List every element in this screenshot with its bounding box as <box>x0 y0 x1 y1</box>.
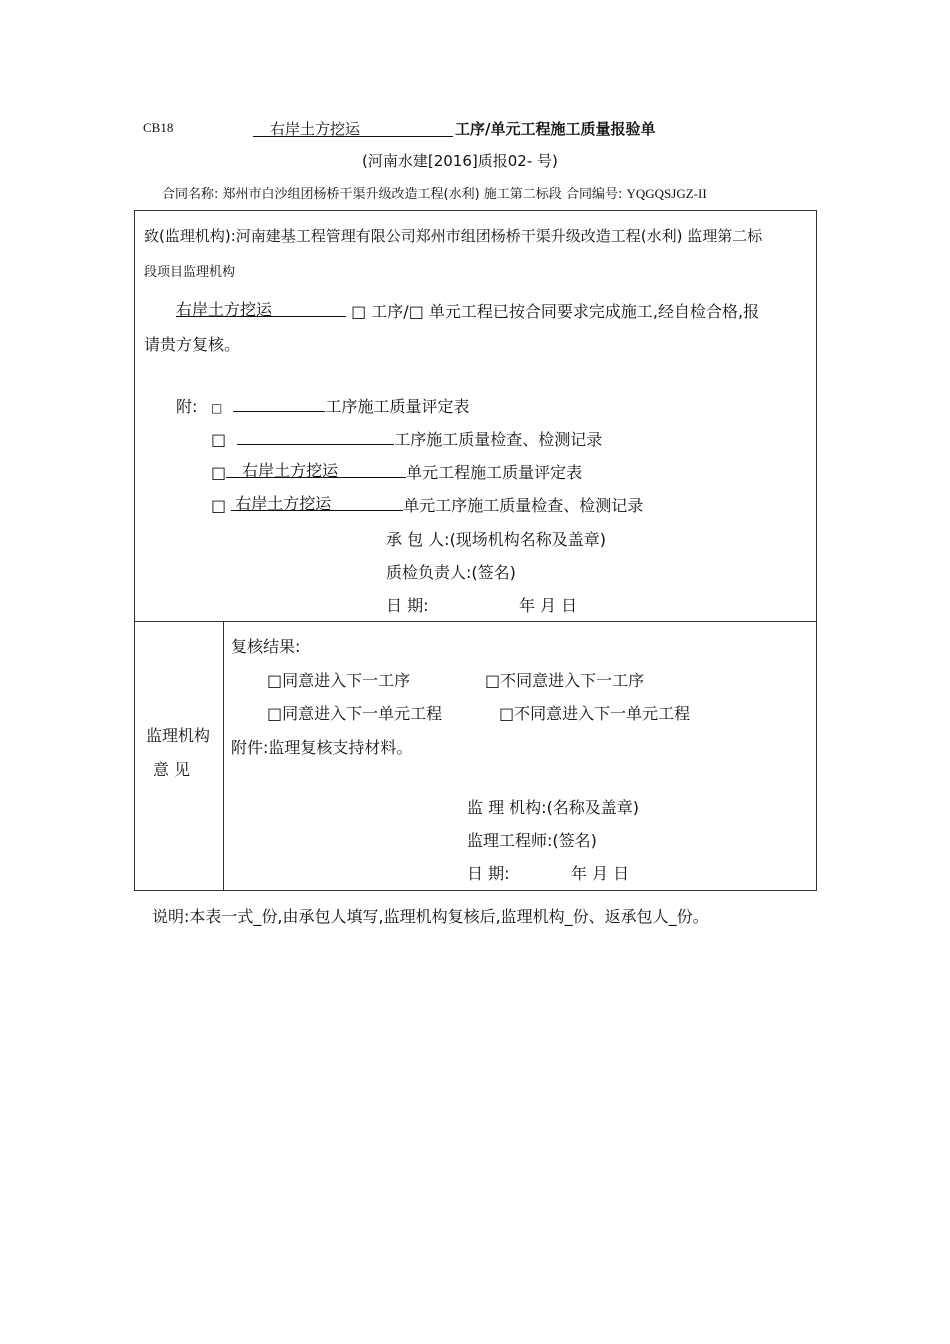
supervision-date-label: 日 期: <box>467 864 510 883</box>
attachment-item-2[interactable] <box>211 427 602 450</box>
attachment-fill-2[interactable] <box>237 428 394 445</box>
option-disagree-next-process[interactable]: □不同意进入下一工序 <box>485 671 645 690</box>
attachment-item-1[interactable] <box>211 394 469 417</box>
attachment-text-3: 单元工程施工质量评定表 <box>406 463 583 482</box>
supervision-date-value: 年 月 日 <box>571 864 630 883</box>
checkbox-icon[interactable]: □ <box>211 496 227 515</box>
checkbox-icon[interactable]: □ <box>211 401 223 415</box>
supervision-side-label-2: 意 见 <box>153 760 191 779</box>
process-name-field <box>253 118 453 137</box>
attachment-item-3[interactable] <box>211 460 582 483</box>
option-disagree-next-unit[interactable]: □不同意进入下一单元工程 <box>499 704 691 723</box>
review-result-label: 复核结果: <box>231 637 301 656</box>
recipient-line-2: 段项目监理机构 <box>144 265 236 280</box>
statement-process-field <box>176 300 346 317</box>
attachment-label: 附: <box>176 397 198 416</box>
attachment-text-2: 工序施工质量检查、检测记录 <box>394 430 603 449</box>
statement-line-1 <box>176 299 759 322</box>
table-column-divider <box>223 621 224 891</box>
supervision-org: 监 理 机构:(名称及盖章) <box>467 798 640 817</box>
contract-info <box>162 183 707 202</box>
contract-no: YQGQSJGZ-II <box>626 186 707 201</box>
contractor-date-value: 年 月 日 <box>519 596 578 615</box>
contract-no-label: 合同编号: <box>565 187 623 202</box>
attachment-item-4[interactable] <box>211 493 643 516</box>
document-number: (河南水建[2016]质报02- 号) <box>362 152 558 170</box>
table-divider <box>134 621 817 622</box>
statement-process-name: 右岸土方挖运 <box>176 300 273 319</box>
footer-note: 说明:本表一式_份,由承包人填写,监理机构复核后,监理机构_份、返承包人_份。 <box>152 907 709 926</box>
qc-leader-signature: 质检负责人:(签名) <box>386 563 516 582</box>
supervision-side-label: 监理机构 <box>146 726 211 745</box>
process-name: 右岸土方挖运 <box>270 120 361 138</box>
statement-text: □ 工序/□ 单元工程已按合同要求完成施工,经自检合格,报 <box>351 302 760 321</box>
attachment-fill-4[interactable] <box>231 494 403 511</box>
statement-line-2: 请贵方复核。 <box>144 335 241 354</box>
form-title: 工序/单元工程施工质量报验单 <box>455 120 656 138</box>
contract-name: 郑州市白沙组团杨桥干渠升级改造工程(水利) 施工第二标段 <box>222 187 562 202</box>
attachment-fill-4-text: 右岸土方挖运 <box>235 494 332 513</box>
contractor-signature: 承 包 人:(现场机构名称及盖章) <box>386 530 607 549</box>
checkbox-icon[interactable]: □ <box>211 430 227 449</box>
option-agree-next-unit[interactable]: □同意进入下一单元工程 <box>267 704 443 723</box>
contractor-date-label: 日 期: <box>386 596 429 615</box>
attachment-fill-3-text: 右岸土方挖运 <box>242 461 339 480</box>
form-code: CB18 <box>143 120 174 135</box>
option-agree-next-process[interactable]: □同意进入下一工序 <box>267 671 411 690</box>
supervision-attachment: 附件:监理复核支持材料。 <box>231 738 413 757</box>
contract-label: 合同名称: <box>162 187 219 202</box>
attachment-text-4: 单元工序施工质量检查、检测记录 <box>403 496 644 515</box>
attachment-fill-3[interactable] <box>226 461 406 478</box>
checkbox-icon[interactable]: □ <box>211 463 227 482</box>
supervision-engineer: 监理工程师:(签名) <box>467 831 597 850</box>
attachment-text-1: 工序施工质量评定表 <box>325 397 470 416</box>
recipient-line: 致(监理机构):河南建基工程管理有限公司郑州市组团杨桥干渠升级改造工程(水利) 监理第二标 <box>144 227 763 245</box>
attachment-fill-1[interactable] <box>233 395 325 412</box>
